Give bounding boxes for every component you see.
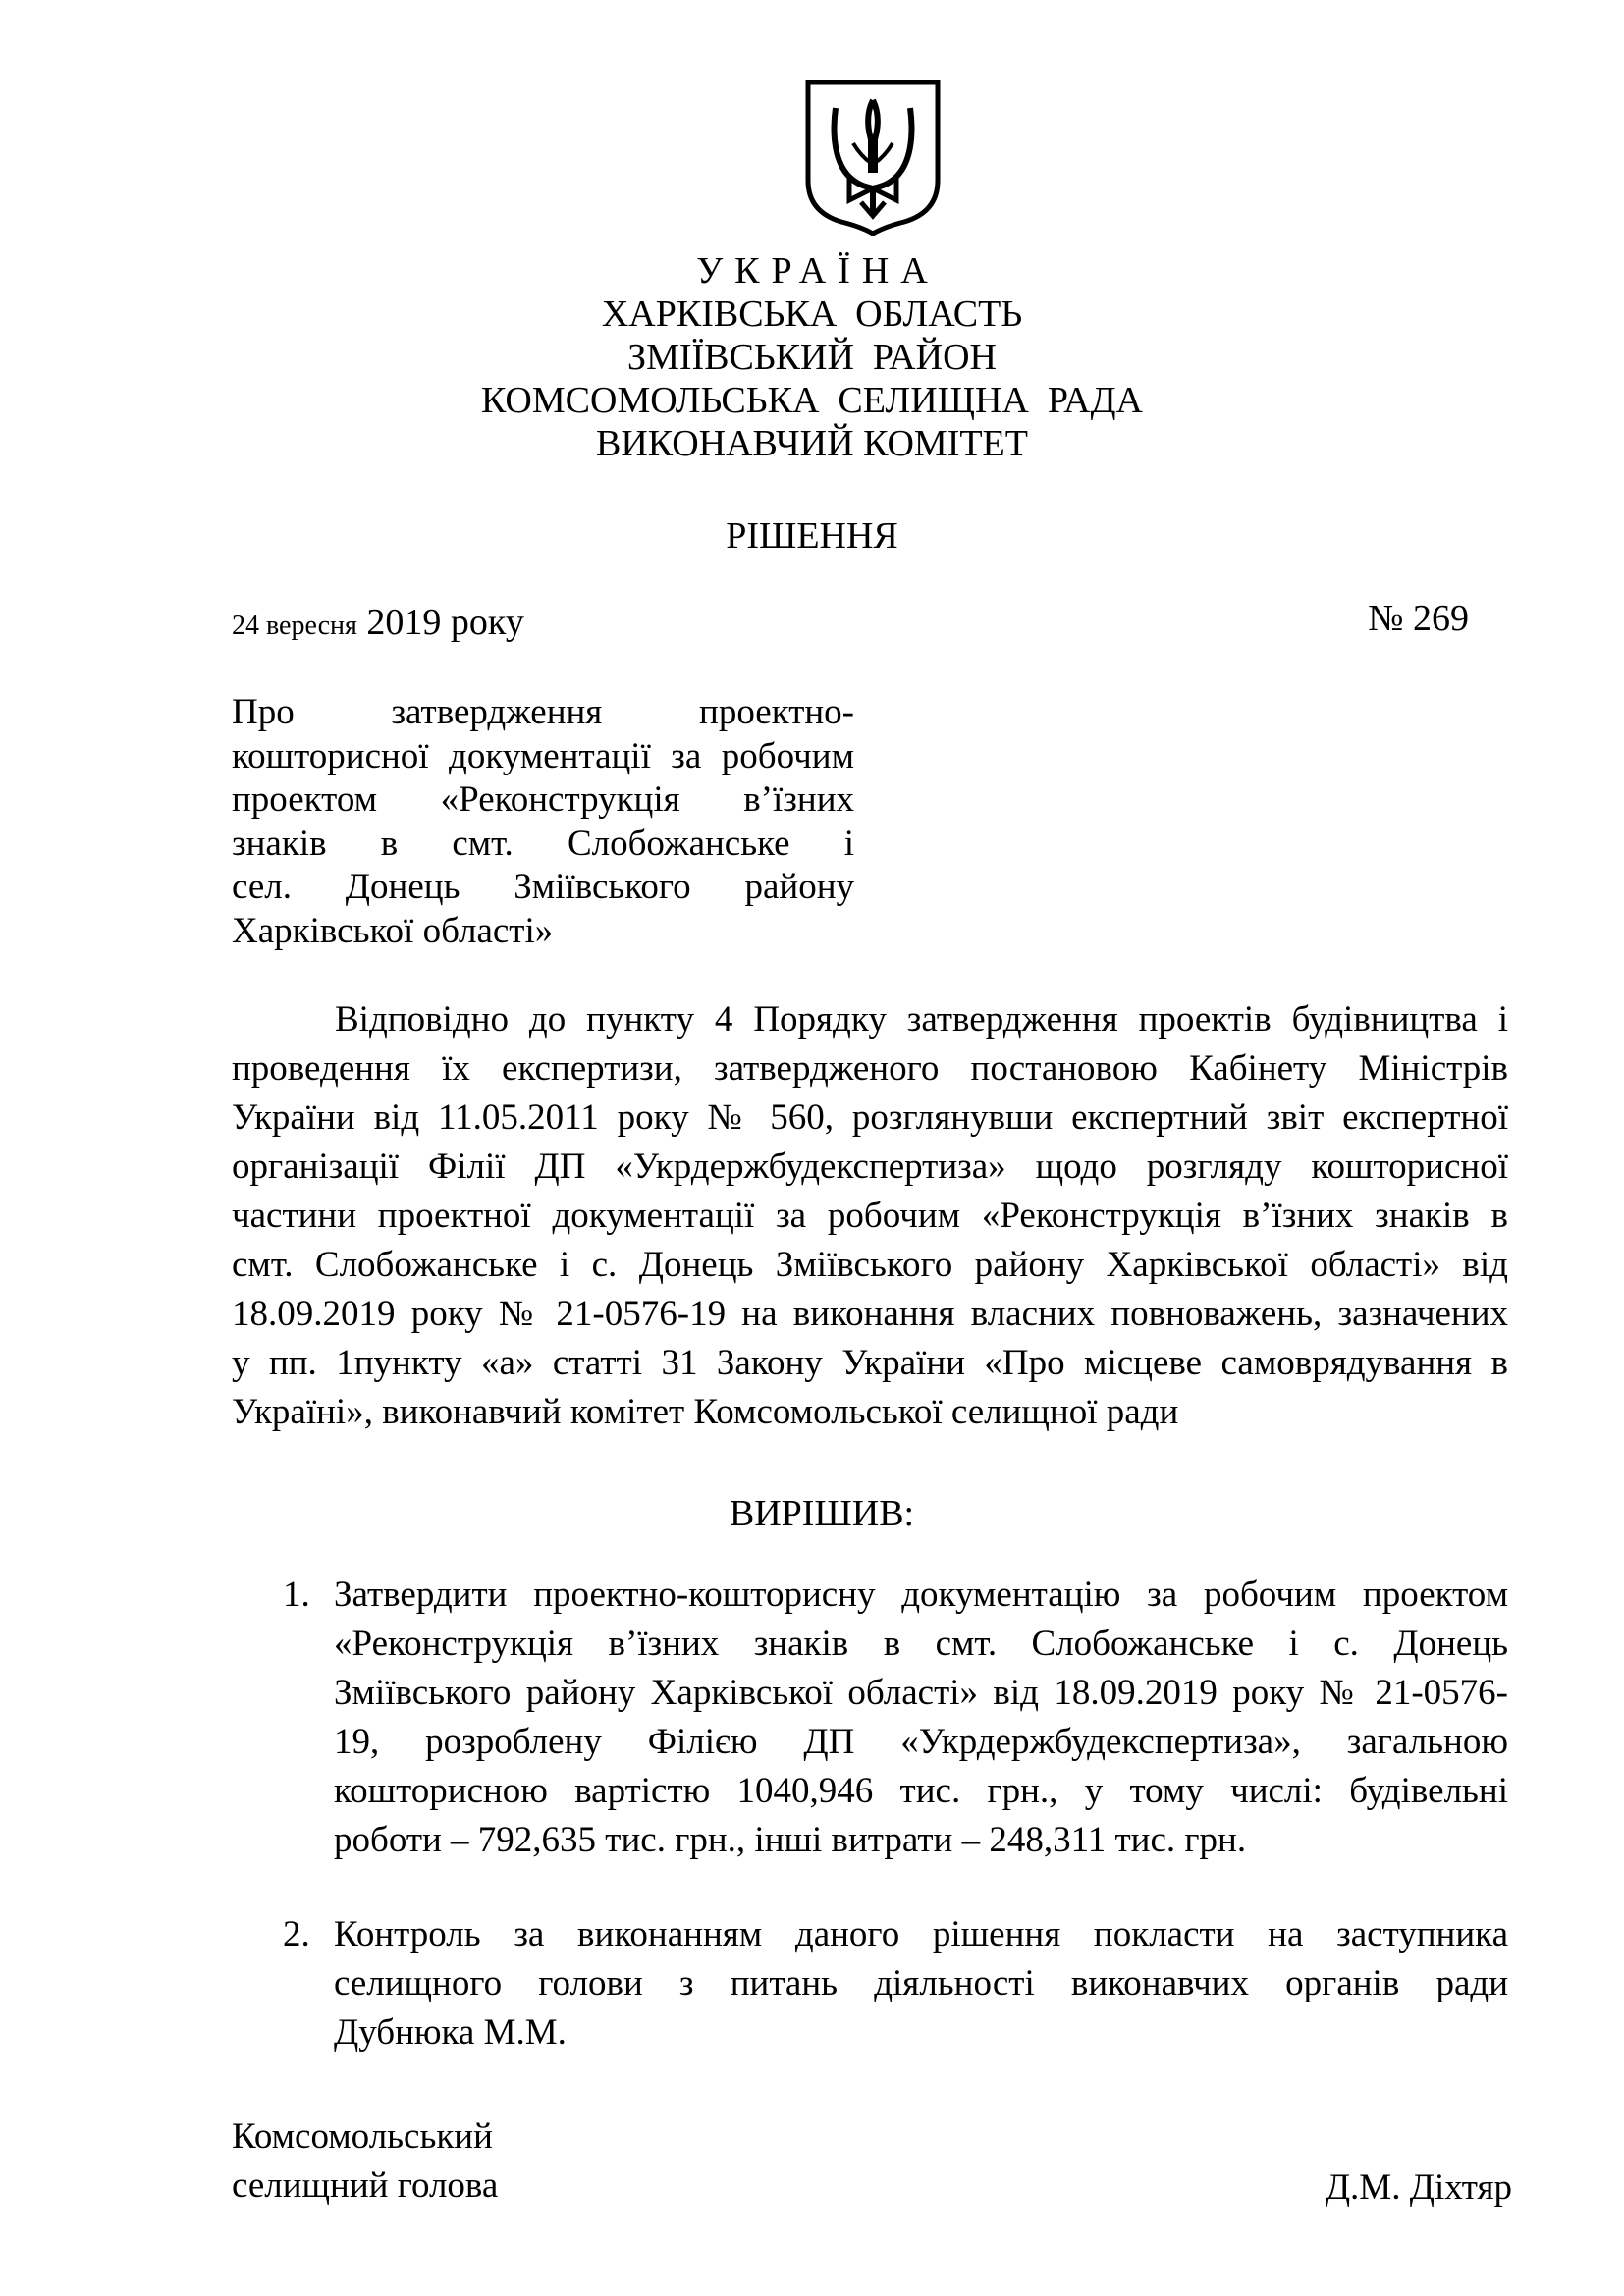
preamble-line: України від 11.05.2011 року № 560, розглянувши експертний звіт експертної <box>232 1097 1508 1138</box>
item-text <box>334 1571 1508 1865</box>
header-region: ХАРКІВСЬКА ОБЛАСТЬ <box>601 294 1023 335</box>
header-council: КОМСОМОЛЬСЬКА СЕЛИЩНА РАДА <box>481 380 1143 421</box>
decision-date-year: 2019 року <box>356 602 524 643</box>
preamble-line: 18.09.2019 року № 21-0576-19 на виконання власних повноважень, зазначених <box>232 1294 1508 1334</box>
subject-line: сел. Донець Зміївського району <box>232 867 854 907</box>
preamble-line: у пп. 1пункту «а» статті 31 Закону України «Про місцеве самоврядування в <box>232 1343 1508 1383</box>
preamble-line: проведення їх експертизи, затвердженого постановою Кабінету Міністрів <box>232 1048 1508 1089</box>
item-line: Зміївського району Харківської області» від 18.09.2019 року № 21-0576- <box>334 1673 1508 1713</box>
signatory-name: Д.М. Діхтяр <box>1325 2167 1512 2208</box>
decided-heading: ВИРІШИВ: <box>729 1493 915 1534</box>
signatory-title-line: селищний голова <box>232 2165 499 2206</box>
preamble-paragraph <box>232 995 1508 1437</box>
decision-date-day-month: 24 вересня <box>232 611 357 641</box>
header-country: УКРАЇНА <box>696 250 940 292</box>
subject-line: Харківської області» <box>232 910 554 951</box>
decision-subject <box>232 691 854 953</box>
preamble-line: Україні», виконавчий комітет Комсомольської селищної ради <box>232 1392 1179 1432</box>
item-number: 2. <box>283 1914 310 1954</box>
document-header <box>0 249 1624 465</box>
header-committee: ВИКОНАВЧИЙ КОМІТЕТ <box>596 423 1028 464</box>
decision-number: № 269 <box>1368 598 1469 639</box>
decision-date <box>232 601 524 648</box>
coat-of-arms-icon <box>802 79 944 236</box>
item-line: Затвердити проектно-кошторисну документацію за робочим проектом <box>334 1575 1508 1615</box>
subject-line: Про затвердження проектно- <box>232 692 854 732</box>
preamble-line: смт. Слобожанське і с. Донець Зміївського району Харківської області» від <box>232 1245 1508 1285</box>
item-line: Контроль за виконанням даного рішення покласти на заступника <box>334 1914 1508 1954</box>
preamble-line: Відповідно до пункту 4 Порядку затвердження проектів будівництва і <box>335 999 1508 1040</box>
preamble-line: частини проектної документації за робочим «Реконструкція в’їзних знаків в <box>232 1196 1508 1236</box>
item-line: селищного голови з питань діяльності виконавчих органів ради <box>334 1963 1508 2003</box>
item-line: 19, розроблену Філією ДП «Укрдержбудекспертиза», загальною <box>334 1722 1508 1762</box>
subject-line: знаків в смт. Слобожанське і <box>232 823 854 864</box>
signatory-title-line: Комсомольський <box>232 2116 493 2157</box>
item-text <box>334 1910 1508 2057</box>
item-line: Дубнюка М.М. <box>334 2012 567 2053</box>
item-line: кошторисною вартістю 1040,946 тис. грн., у тому числі: будівельні <box>334 1771 1508 1811</box>
subject-line: кошторисної документації за робочим <box>232 735 854 776</box>
item-line: «Реконструкція в’їзних знаків в смт. Слобожанське і с. Донець <box>334 1624 1508 1664</box>
document-type-title: РІШЕННЯ <box>726 515 898 557</box>
signatory-title <box>232 2112 498 2211</box>
header-district: ЗМІЇВСЬКИЙ РАЙОН <box>627 337 997 378</box>
preamble-line: організації Філії ДП «Укрдержбудекспертиза» щодо розгляду кошторисної <box>232 1147 1508 1187</box>
subject-line: проектом «Реконструкція в’їзних <box>232 779 854 820</box>
item-line: роботи – 792,635 тис. грн., інші витрати – 248,311 тис. грн. <box>334 1820 1247 1860</box>
item-number: 1. <box>283 1575 310 1615</box>
